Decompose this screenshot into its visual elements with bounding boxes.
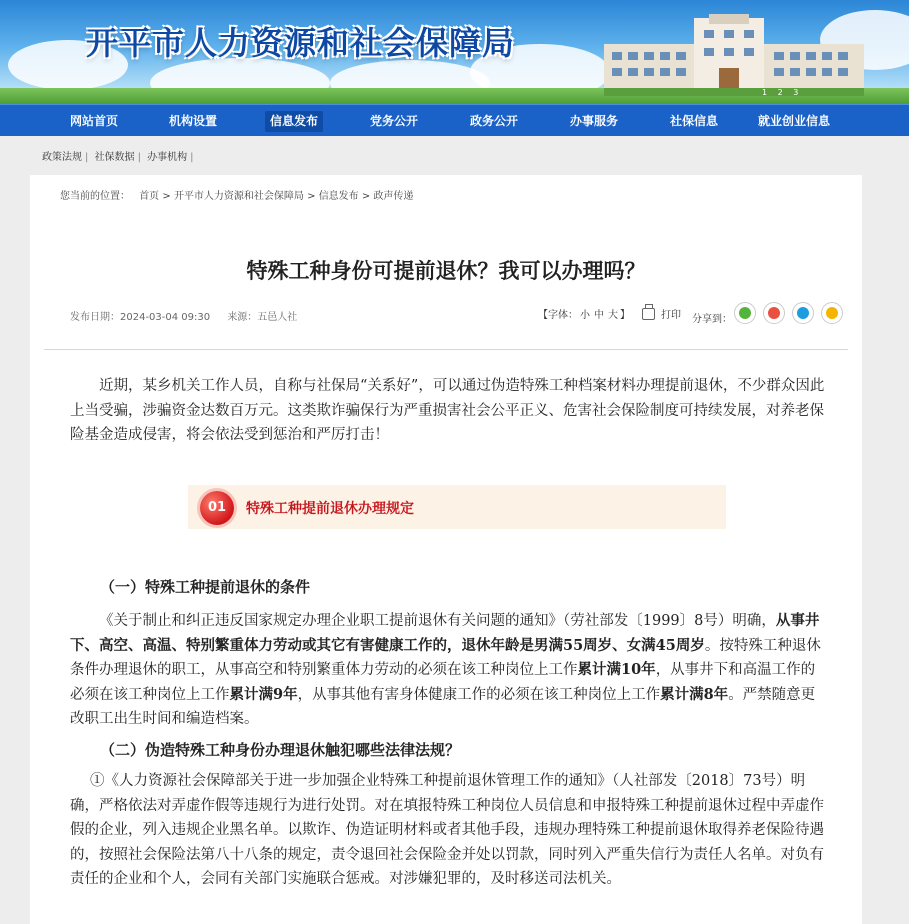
nav-item-info-release[interactable]: 信息发布 [265,111,323,132]
title-divider [44,349,848,350]
font-size-small[interactable]: 小 [580,310,590,321]
nav-item-party-affairs[interactable]: 党务公开 [370,114,419,128]
nav-item-home[interactable]: 网站首页 [70,114,119,128]
sublink-social-data[interactable]: 社保数据 [94,152,135,163]
font-size-medium[interactable]: 中 [594,310,604,321]
section-title: 特殊工种提前退休办理规定 [246,501,414,517]
nav-item-services[interactable]: 办事服务 [570,114,619,128]
breadcrumb-current[interactable]: 政声传递 [373,191,414,202]
conditions-paragraph [70,609,825,732]
printer-icon[interactable] [642,308,655,320]
main-nav [0,104,909,136]
nav-item-employment[interactable]: 就业创业信息 [758,114,831,128]
bold-text-run: 从事井下、高空、高温、特别繁重体力劳动或其它有害健康工作的，退休年龄是男满55周岁、女满45周岁 [70,612,820,654]
sublink-policy[interactable]: 政策法规 [42,152,82,163]
qzone-share-icon[interactable] [821,302,843,324]
bold-text-run: 累计满9年 [229,685,298,703]
breadcrumb-bureau[interactable]: 开平市人力资源和社会保障局 [173,191,304,202]
publish-date: 发布日期：2024-03-04 09:30 [70,312,211,323]
text-run: 。严禁随意更改职工出生时间和编造档案。 [70,686,816,727]
intro-paragraph: 近期，某乡机关工作人员，自称与社保局“关系好”，可以通过伪造特殊工种档案材料办理提前退休，不少群众因此上当受骗，涉骗资金达数百万元。这类欺诈骗保行为严重损害社会公平正义、危害社会保险制度可持续发展，对养老保险基金造成侵害，将会依法受到惩治和严厉打击！ [70,378,825,443]
print-button[interactable]: 打印 [661,310,681,321]
bold-text-run: 累计满10年 [577,661,656,678]
text-run: ，从事井下和高温工作的必须在该工种岗位上工作 [70,662,816,703]
text-run: 《关于制止和纠正违反国家规定办理企业职工提前退休有关问题的通知》（劳社部发〔1999〕8号）明确， [99,613,776,629]
share-label: 分享到： [692,314,732,325]
sub-links: 政策法规 | 社保数据 | 办事机构 | [42,152,194,163]
article-tools [538,306,681,321]
weibo-share-icon[interactable] [763,302,785,324]
article-meta [70,308,311,323]
laws-paragraph: ①《人力资源社会保障部关于进一步加强企业特殊工种提前退休管理工作的通知》（人社部发〔2018〕73号）明确，严格依法对弄虚作假等违规行为进行处罚。对在填报特殊工种岗位人员信息和申报特殊工种提前退休过程中弄虚作假的企业，列入违规企业黑名单。以欺诈、伪造证明材料或者其他手段，违规办理特殊工种提前退休取得养老保险待遇的，按照社会保险法第八十八条的规定，责令退回社会保险金并处以罚款，同时列入严重失信行为责任人名单。对负有责任的企业和个人，会同有关部门实施联合惩戒。对涉嫌犯罪的，及时移送司法机关。 [70,773,824,887]
wechat-share-icon[interactable] [734,302,756,324]
breadcrumb-info-release[interactable]: 信息发布 [318,191,359,202]
breadcrumb-label: 您当前的位置： [60,191,130,202]
font-size-large[interactable]: 大 [608,310,618,321]
text-run: 。按特殊工种退休条件办理退休的职工，从事高空和特别繁重体力劳动的必须在该工种岗位上工作 [70,637,821,678]
breadcrumb-home[interactable]: 首页 [139,191,160,202]
banner-pager-dot[interactable]: 1 [762,88,772,97]
heading-laws: （二）伪造特殊工种身份办理退休触犯哪些法律法规？ [100,741,461,759]
bold-text-run: 累计满8年 [660,685,729,703]
section-banner [188,485,726,529]
banner-pager-dot[interactable]: 2 [777,88,787,97]
header-banner [0,0,909,104]
building-illustration [604,14,864,96]
banner-pager-dot[interactable]: 3 [793,88,803,97]
text-run: ，从事其他有害身体健康工作的必须在该工种岗位上工作 [297,686,661,703]
banner-pager [762,88,802,97]
nav-item-social-security[interactable]: 社保信息 [670,114,719,128]
breadcrumb: 您当前的位置： 首页 > 开平市人力资源和社会保障局 > 信息发布 > 政声传递 [60,191,414,202]
nav-item-organization[interactable]: 机构设置 [169,114,218,128]
font-size-label: 【字体： [538,310,578,321]
article-card [30,175,862,924]
article-source: 来源：五邑人社 [227,312,298,323]
font-size-close: 】 [620,310,630,321]
heading-conditions: （一）特殊工种提前退休的条件 [100,578,311,596]
site-title: 开平市人力资源和社会保障局 [86,24,516,62]
qq-share-icon[interactable] [792,302,814,324]
sublink-agencies[interactable]: 办事机构 [147,152,188,163]
article-title: 特殊工种身份可提前退休？我可以办理吗？ [246,259,646,283]
section-number: 01 [200,491,234,525]
nav-item-government-affairs[interactable]: 政务公开 [470,114,519,128]
